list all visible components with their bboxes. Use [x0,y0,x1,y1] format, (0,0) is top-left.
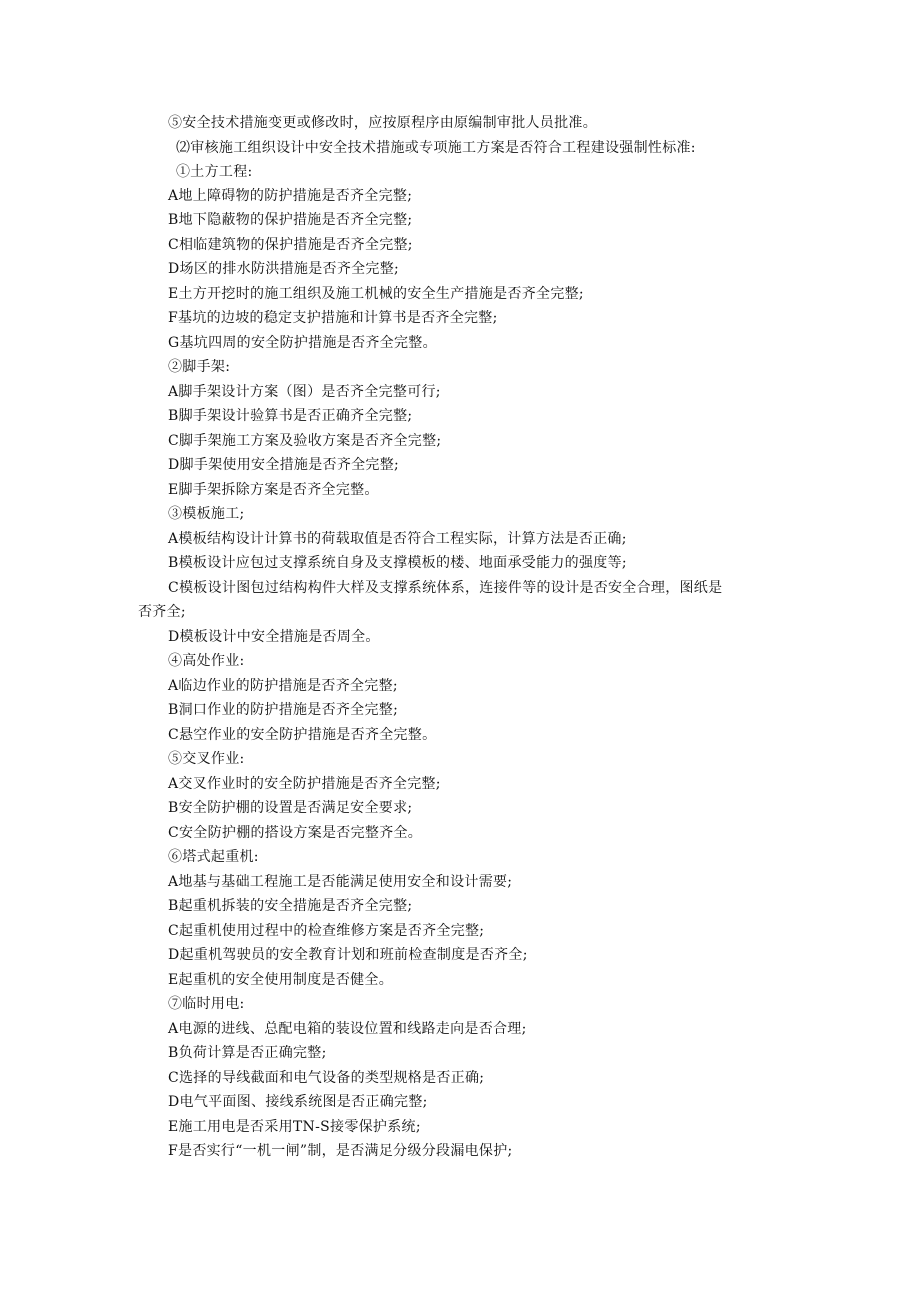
text-line: A地基与基础工程施工是否能满足使用安全和设计需要; [168,874,513,890]
text-line: F是否实行“一机一闸”制，是否满足分级分段漏电保护; [168,1143,513,1159]
text-line: ⑵审核施工组织设计中安全技术措施或专项施工方案是否符合工程建设强制性标准: [176,140,696,156]
section-heading: ⑤交叉作业: [168,751,245,767]
text-line: E脚手架拆除方案是否齐全完整。 [168,482,379,498]
text-line: A交叉作业时的安全防护措施是否齐全完整; [168,776,441,792]
text-line: B安全防护棚的设置是否满足安全要求; [168,800,413,816]
text-line: C悬空作业的安全防护措施是否齐全完整。 [168,727,437,743]
text-line: C脚手架施工方案及验收方案是否齐全完整; [168,433,442,449]
section-heading: ⑥塔式起重机: [168,849,259,865]
text-line: A地上障碍物的防护措施是否齐全完整; [168,188,413,204]
text-line: E施工用电是否采用TN-S接零保护系统; [168,1119,421,1135]
text-line: D脚手架使用安全措施是否齐全完整; [168,457,400,473]
text-line: C相临建筑物的保护措施是否齐全完整; [168,237,413,253]
text-line: 否齐全; [138,604,186,620]
text-line: C安全防护棚的搭设方案是否完整齐全。 [168,825,423,841]
section-heading: ②脚手架: [168,359,231,375]
text-line: D电气平面图、接线系统图是否正确完整; [168,1094,428,1110]
text-line: C选择的导线截面和电气设备的类型规格是否正确; [168,1070,485,1086]
section-heading: ③模板施工; [168,506,245,522]
text-line: F基坑的边坡的稳定支护措施和计算书是否齐全完整; [168,310,498,326]
text-line: E土方开挖时的施工组织及施工机械的安全生产措施是否齐全完整; [168,286,584,302]
text-line: B模板设计应包过支撑系统自身及支撑模板的楼、地面承受能力的强度等; [168,555,627,571]
text-line: C起重机使用过程中的检查维修方案是否齐全完整; [168,923,485,939]
text-line: A模板结构设计计算书的荷载取值是否符合工程实际，计算方法是否正确; [168,531,627,547]
section-heading: ④高处作业: [168,653,245,669]
text-line: B起重机拆装的安全措施是否齐全完整; [168,898,413,914]
section-heading: ⑦临时用电: [168,996,245,1012]
text-line: E起重机的安全使用制度是否健全。 [168,972,394,988]
text-line: B脚手架设计验算书是否正确齐全完整; [168,408,413,424]
text-line: D起重机驾驶员的安全教育计划和班前检查制度是否齐全; [168,947,528,963]
section-heading: ①土方工程: [176,164,253,180]
text-line: D场区的排水防洪措施是否齐全完整; [168,261,400,277]
text-line: G基坑四周的安全防护措施是否齐全完整。 [168,335,437,351]
text-line: ⑤安全技术措施变更或修改时，应按原程序由原编制审批人员批准。 [168,115,597,131]
text-line: B洞口作业的防护措施是否齐全完整; [168,702,399,718]
text-line: B负荷计算是否正确完整; [168,1045,327,1061]
text-line: A临边作业的防护措施是否齐全完整; [168,678,398,694]
text-line: B地下隐蔽物的保护措施是否齐全完整; [168,212,413,228]
text-line: C模板设计图包过结构构件大样及支撑系统体系，连接件等的设计是否安全合理，图纸是 [168,580,723,596]
text-line: D模板设计中安全措施是否周全。 [168,629,380,645]
text-line: A电源的进线、总配电箱的装设位置和线路走向是否合理; [168,1021,527,1037]
text-line: A脚手架设计方案（图）是否齐全完整可行; [168,384,441,400]
